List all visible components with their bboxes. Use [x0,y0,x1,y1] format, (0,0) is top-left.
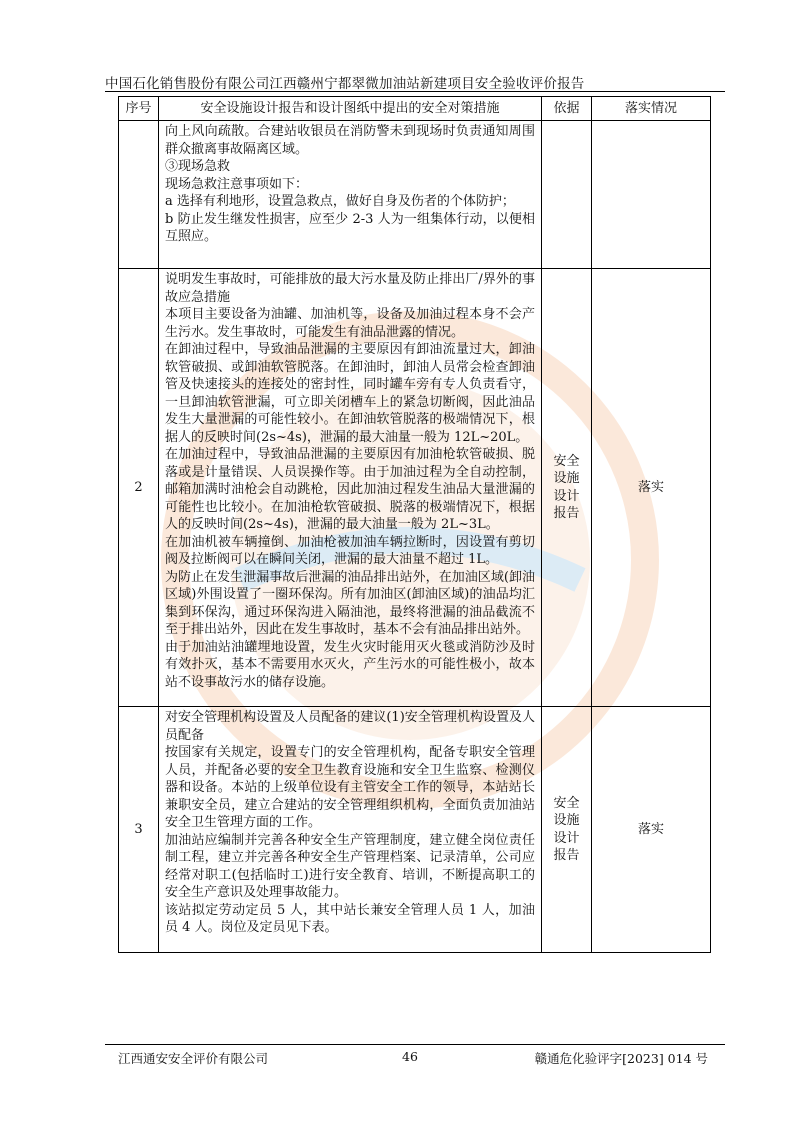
measure-text [159,121,542,269]
basis-cell [542,121,592,269]
page-number: 46 [402,1049,418,1064]
measure-paragraph: 向上风向疏散。合建站收银员在消防警未到现场时负责通知周围群众撤离事故隔离区域。 [165,124,535,157]
status-cell: 落实 [592,269,711,707]
footer-company: 江西通安安全评价有限公司 [118,1051,269,1066]
col-header-basis: 依据 [542,97,592,121]
measure-paragraph: 为防止在发生泄漏事故后泄漏的油品排出站外，在加油区域(卸油区域)外围设置了一圈环保沟。所有加油区(卸油区域)的油品均汇集到环保沟，通过环保沟进入隔油池，最终将泄漏的油品截流不至于排出站外，因此在发生事故时，基本不会有油品排出站外。 [165,569,535,637]
measure-paragraph: 在加油过程中，导致油品泄漏的主要原因有加油枪软管破损、脱落或是计量错误、人员误操作等。由于加油过程为全自动控制，邮箱加满时油枪会自动跳枪，因此加油过程发生油品大量泄漏的可能性也比较小。在加油枪软管破损、脱落的极端情况下，根据人的反映时间(2s~4s)，泄漏的最大油量一般为 2L~3L。 [165,447,535,532]
measure-paragraph: 说明发生事故时，可能排放的最大污水量及防止排出厂/界外的事故应急措施 [165,272,535,305]
measure-paragraph: 由于加油站油罐埋地设置，发生火灾时能用灭火毯或消防沙及时有效扑灭，基本不需要用水灭火，产生污水的可能性极小，故本站不设事故污水的储存设施。 [165,639,535,690]
col-header-status: 落实情况 [592,97,711,121]
row-number: 2 [119,269,159,707]
table-row [119,707,711,953]
measure-paragraph: b 防止发生继发性损害，应至少 2-3 人为一组集体行动，以便相互照应。 [165,211,535,244]
measure-paragraph: ③现场急救 [165,159,231,174]
row-number: 3 [119,707,159,953]
status-cell [592,121,711,269]
col-header-no: 序号 [119,97,159,121]
measure-paragraph: 按国家有关规定，设置专门的安全管理机构，配备专职安全管理人员，并配备必要的安全卫生教育设施和安全卫生监察、检测仪器和设备。本站的上级单位设有主管安全工作的领导，本站站长兼职安全员，建立合建站的安全管理组织机构，全面负责加油站安全卫生管理方面的工作。 [165,745,535,830]
page-header: 中国石化销售股份有限公司江西赣州宁都翠微加油站新建项目安全验收评价报告 [105,76,585,92]
measure-paragraph: 该站拟定劳动定员 5 人，其中站长兼安全管理人员 1 人，加油员 4 人。岗位及定员见下表。 [165,902,535,935]
measure-paragraph: 加油站应编制并完善各种安全生产管理制度，建立健全岗位责任制工程，建立并完善各种安全生产管理档案、记录清单，公司应经常对职工(包括临时工)进行安全教育、培训，不断提高职工的安全生产意识及处理事故能力。 [165,832,535,900]
status-cell: 落实 [592,707,711,953]
safety-measures-table [118,96,711,953]
table-row [119,121,711,269]
measure-paragraph: 在卸油过程中，导致油品泄漏的主要原因有卸油流量过大，卸油软管破损、或卸油软管脱落。在卸油时，卸油人员常会检查卸油管及快速接头的连接处的密封性，同时罐车旁有专人负责看守，一旦卸油软管泄漏，可立即关闭槽车上的紧急切断阀，因此油品发生大量泄漏的可能性较小。在卸油软管脱落的极端情况下，根据人的反映时间(2s~4s)，泄漏的最大油量一般为 12L~20L。 [165,342,535,445]
measure-paragraph: 本项目主要设备为油罐、加油机等，设备及加油过程本身不会产生污水。发生事故时，可能发生有油品泄露的情况。 [165,307,535,340]
measure-paragraph: 对安全管理机构设置及人员配备的建议(1)安全管理机构设置及人员配备 [165,710,535,743]
footer-rule [105,1044,725,1045]
table-header-row [119,97,711,121]
basis-cell: 安全设施设计报告 [542,707,592,953]
measure-text [159,269,542,707]
row-number [119,121,159,269]
basis-cell: 安全设施设计报告 [542,269,592,707]
measure-text [159,707,542,953]
table-row [119,269,711,707]
header-rule [105,91,725,92]
measure-paragraph: a 选择有利地形，设置急救点，做好自身及伤者的个体防护； [165,194,515,209]
footer-doc-number: 赣通危化验评字[2023] 014 号 [534,1051,708,1066]
col-header-measure: 安全设施设计报告和设计图纸中提出的安全对策措施 [159,97,542,121]
measure-paragraph: 在加油机被车辆撞倒、加油枪被加油车辆拉断时，因设置有剪切阀及拉断阀可以在瞬间关闭，泄漏的最大油量不超过 1L。 [165,534,535,567]
measure-paragraph: 现场急救注意事项如下： [165,176,309,192]
